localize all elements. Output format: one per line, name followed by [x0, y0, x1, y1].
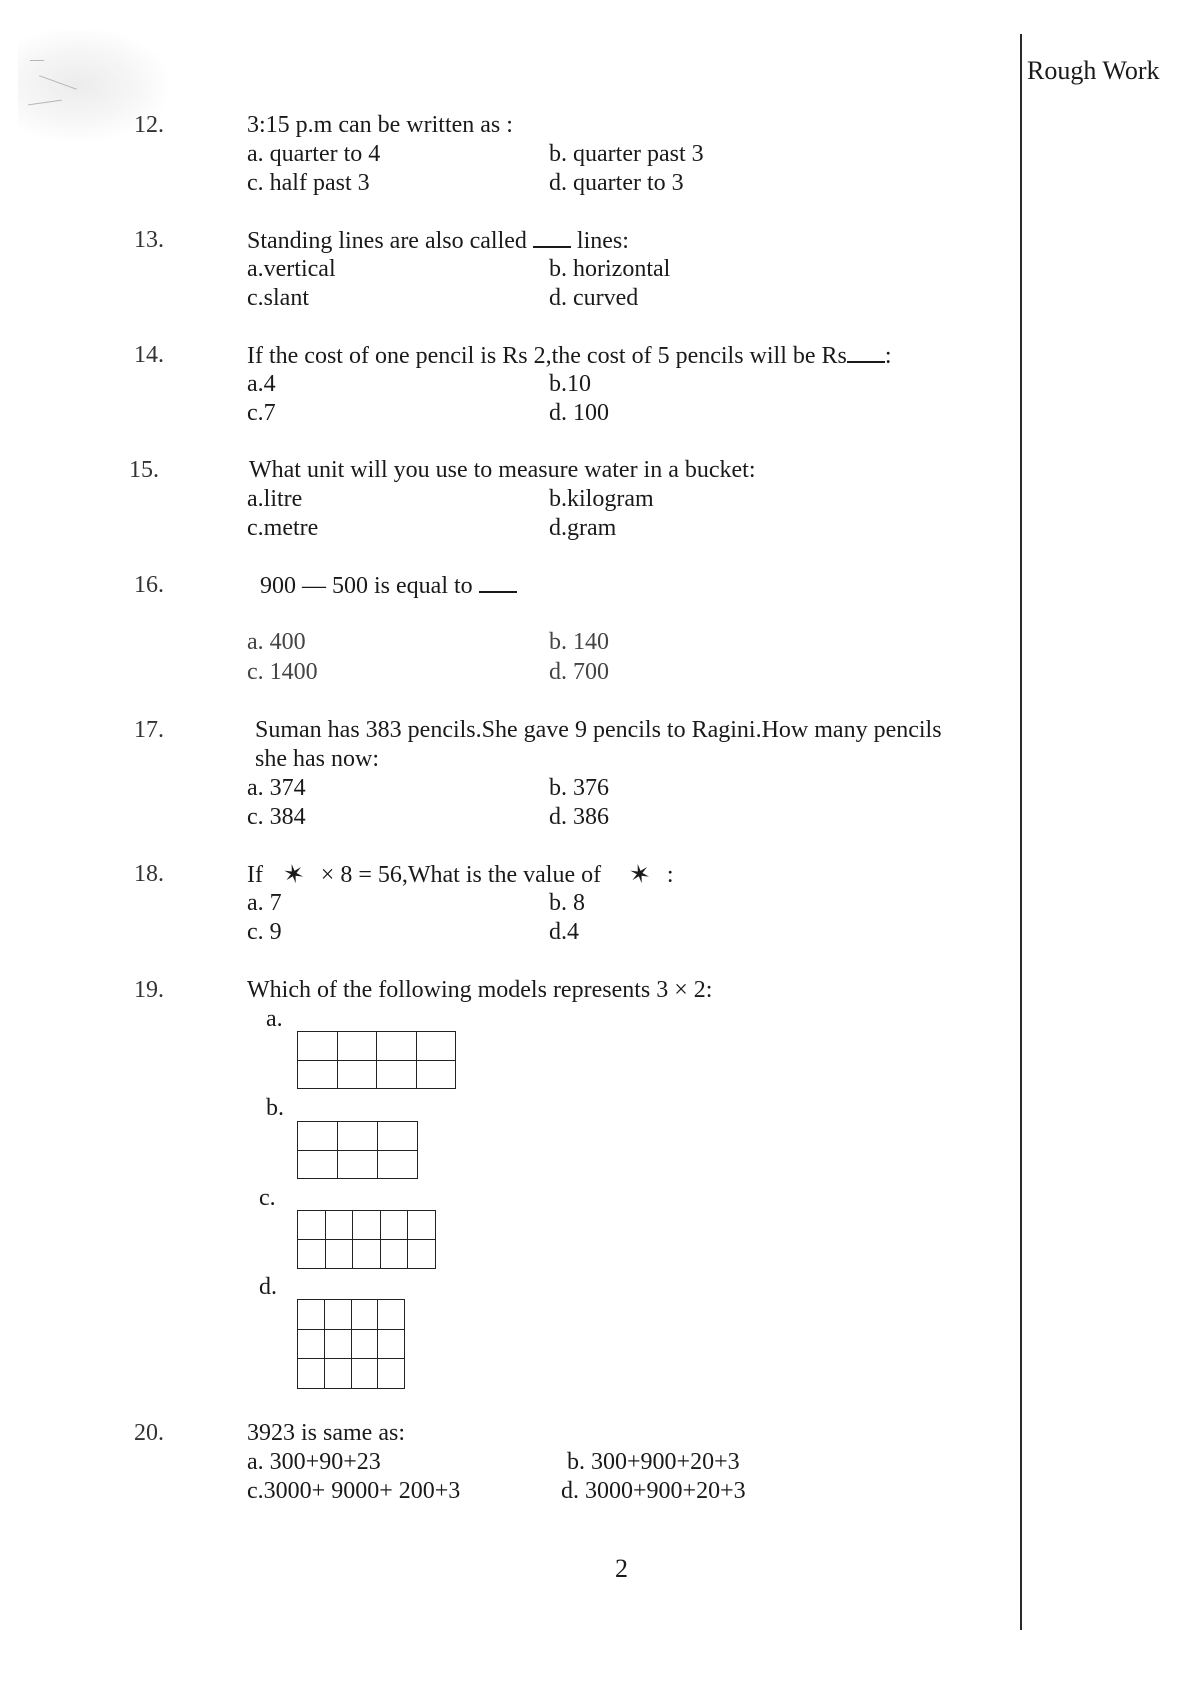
question-text-line2: she has now:	[255, 746, 379, 772]
grid-cell	[378, 1122, 418, 1151]
option-d: d. 100	[549, 400, 609, 426]
grid-cell	[408, 1211, 436, 1240]
grid-cell	[337, 1060, 377, 1089]
grid-cell	[353, 1211, 381, 1240]
option-c: c.3000+ 9000+ 200+3	[247, 1478, 461, 1504]
answer-blank	[533, 226, 571, 248]
question-number: 20.	[134, 1420, 164, 1446]
question-number: 18.	[134, 861, 164, 887]
model-label-b: b.	[266, 1095, 284, 1121]
grid-cell	[351, 1329, 378, 1359]
option-b: b. horizontal	[549, 256, 671, 282]
grid-cell	[351, 1359, 378, 1389]
grid-row	[298, 1359, 405, 1389]
grid-cell	[416, 1032, 456, 1061]
option-c: c.7	[247, 400, 276, 426]
grid-cell	[416, 1060, 456, 1089]
grid-cell	[325, 1240, 353, 1269]
grid-row	[298, 1211, 436, 1240]
question-number: 17.	[134, 717, 164, 743]
grid-cell	[337, 1032, 377, 1061]
option-a: a. 374	[247, 775, 306, 801]
option-a: a.vertical	[247, 256, 336, 282]
grid-cell	[380, 1211, 408, 1240]
option-c: c.slant	[247, 285, 309, 311]
grid-cell	[324, 1329, 351, 1359]
question-number: 12.	[134, 112, 164, 138]
star-icon: ✶	[626, 858, 654, 891]
question-text: If the cost of one pencil is Rs 2,the cost of 5 pencils will be Rs :	[247, 343, 892, 369]
option-a: a. quarter to 4	[247, 141, 381, 167]
option-c: c. 9	[247, 919, 282, 945]
option-d: d. 3000+900+20+3	[561, 1478, 746, 1504]
grid-cell	[378, 1329, 405, 1359]
question-number: 15.	[129, 457, 159, 483]
grid-row	[298, 1122, 418, 1151]
question-text-line1: Suman has 383 pencils.She gave 9 pencils to Ragini.How many pencils	[255, 717, 942, 743]
grid-cell	[324, 1300, 351, 1330]
rough-work-label: Rough Work	[1027, 56, 1160, 85]
grid-cell	[338, 1122, 378, 1151]
option-b: b. 300+900+20+3	[567, 1449, 740, 1475]
grid-cell	[378, 1300, 405, 1330]
option-a: a. 300+90+23	[247, 1449, 381, 1475]
page-number: 2	[615, 1554, 628, 1583]
grid-cell	[298, 1150, 338, 1179]
question-text: What unit will you use to measure water in a bucket:	[249, 457, 756, 483]
grid-cell	[378, 1150, 418, 1179]
option-a: a. 400	[247, 629, 306, 655]
grid-cell	[377, 1060, 417, 1089]
option-c: c. half past 3	[247, 170, 370, 196]
grid-cell	[351, 1300, 378, 1330]
grid-cell	[298, 1122, 338, 1151]
model-label-a: a.	[266, 1006, 283, 1032]
grid-cell	[324, 1359, 351, 1389]
model-label-c: c.	[259, 1185, 276, 1211]
question-text: Which of the following models represents 3 × 2:	[247, 977, 713, 1003]
option-c: c. 384	[247, 804, 306, 830]
question-text: If ✶ × 8 = 56,What is the value of ✶ :	[247, 858, 674, 891]
model-grid-b	[297, 1121, 418, 1179]
grid-cell	[298, 1032, 338, 1061]
model-grid-d	[297, 1299, 405, 1389]
option-b: b. 376	[549, 775, 609, 801]
grid-cell	[298, 1359, 325, 1389]
option-d: d. 700	[549, 659, 609, 685]
option-b: b. quarter past 3	[549, 141, 704, 167]
grid-cell	[325, 1211, 353, 1240]
grid-row	[298, 1240, 436, 1269]
grid-row	[298, 1060, 456, 1089]
grid-cell	[338, 1150, 378, 1179]
grid-row	[298, 1329, 405, 1359]
option-b: b.10	[549, 371, 591, 397]
grid-cell	[298, 1300, 325, 1330]
option-c: c.metre	[247, 515, 319, 541]
model-grid-a	[297, 1031, 456, 1089]
answer-blank	[847, 341, 885, 363]
option-b: b. 140	[549, 629, 609, 655]
question-number: 19.	[134, 977, 164, 1003]
grid-cell	[380, 1240, 408, 1269]
option-b: b.kilogram	[549, 486, 654, 512]
question-number: 13.	[134, 227, 164, 253]
star-icon: ✶	[280, 858, 308, 891]
question-text: 3:15 p.m can be written as :	[247, 112, 513, 138]
model-grid-c	[297, 1210, 436, 1269]
question-text: Standing lines are also called lines:	[247, 228, 629, 254]
grid-cell	[298, 1240, 326, 1269]
grid-cell	[298, 1211, 326, 1240]
grid-cell	[378, 1359, 405, 1389]
rough-work-divider	[1020, 34, 1022, 1630]
option-a: a.4	[247, 371, 276, 397]
model-label-d: d.	[259, 1274, 277, 1300]
grid-cell	[377, 1032, 417, 1061]
question-text: 900 — 500 is equal to	[260, 571, 517, 601]
grid-cell	[298, 1060, 338, 1089]
grid-cell	[298, 1329, 325, 1359]
answer-blank	[479, 571, 517, 593]
question-text: 3923 is same as:	[247, 1420, 405, 1446]
grid-cell	[408, 1240, 436, 1269]
option-b: b. 8	[549, 890, 585, 916]
option-d: d.gram	[549, 515, 617, 541]
question-number: 16.	[134, 572, 164, 598]
grid-row	[298, 1150, 418, 1179]
question-number: 14.	[134, 342, 164, 368]
grid-row	[298, 1300, 405, 1330]
grid-row	[298, 1032, 456, 1061]
option-c: c. 1400	[247, 659, 318, 685]
option-a: a. 7	[247, 890, 282, 916]
option-d: d.4	[549, 919, 579, 945]
option-d: d. 386	[549, 804, 609, 830]
option-a: a.litre	[247, 486, 303, 512]
option-d: d. curved	[549, 285, 639, 311]
option-d: d. quarter to 3	[549, 170, 684, 196]
grid-cell	[353, 1240, 381, 1269]
